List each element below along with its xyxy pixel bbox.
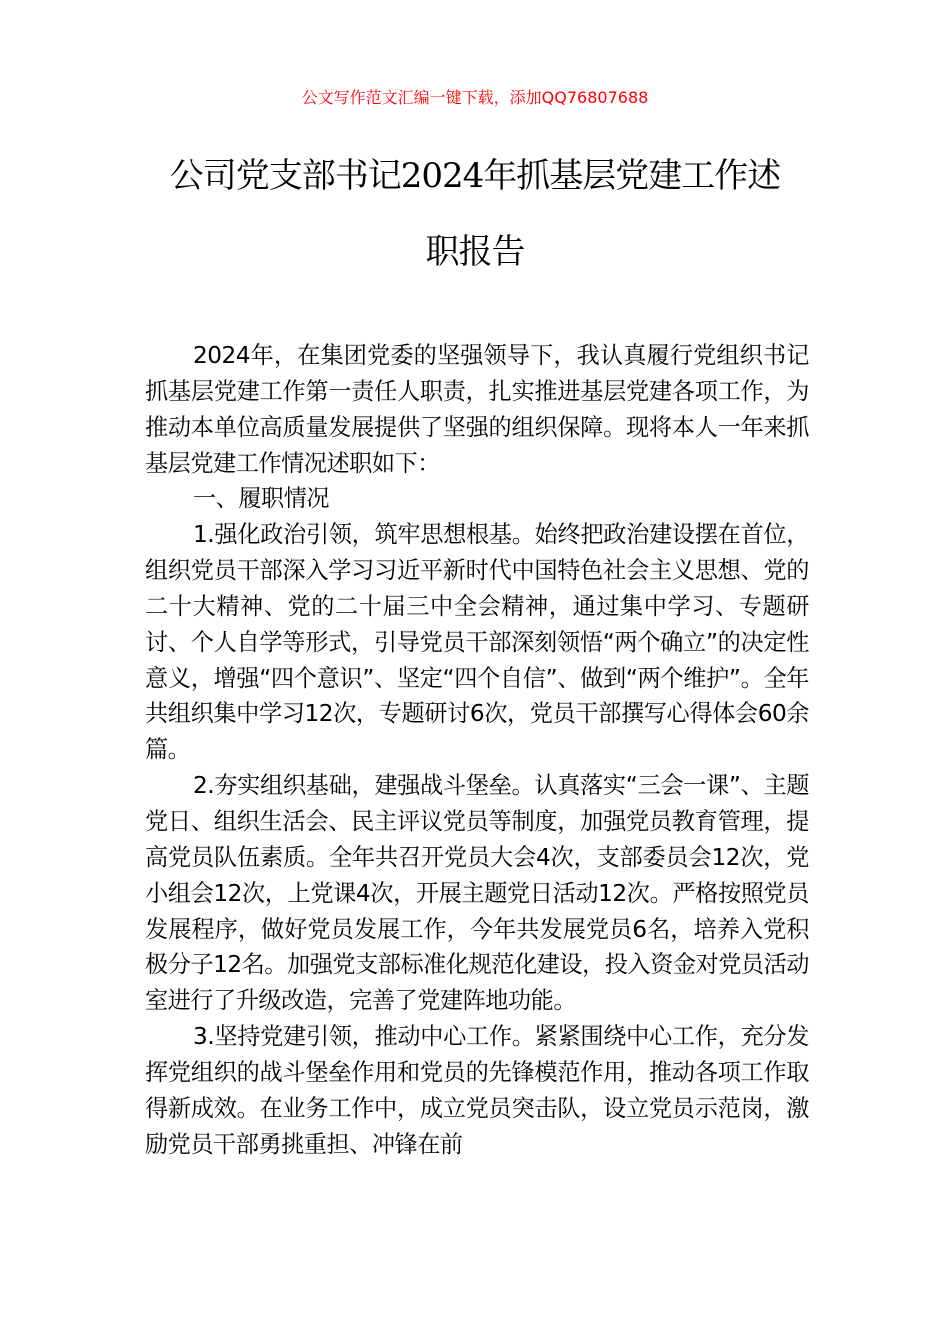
paragraph-central-work: 3.坚持党建引领，推动中心工作。紧紧围绕中心工作，充分发挥党组织的战斗堡垒作用和党员的先锋模范作用，推动各项工作取得新成效。在业务工作中，成立党员突击队，设立党员示范岗，激励党员干部勇挑重担、冲锋在前	[145, 1023, 809, 1158]
download-notice: 公文写作范文汇编一键下载，添加QQ76807688	[301, 88, 649, 107]
intro-paragraph: 2024年，在集团党委的坚强领导下，我认真履行党组织书记抓基层党建工作第一责任人职责，扎实推进基层党建各项工作，为推动本单位高质量发展提供了坚强的组织保障。现将本人一年来抓基层党建工作情况述职如下：	[145, 342, 809, 477]
document-body	[145, 338, 809, 1162]
paragraph-political-guidance: 1.强化政治引领，筑牢思想根基。始终把政治建设摆在首位，组织党员干部深入学习习近平新时代中国特色社会主义思想、党的二十大精神、党的二十届三中全会精神，通过集中学习、专题研讨、个人自学等形式，引导党员干部深刻领悟“两个确立”的决定性意义，增强“四个意识”、坚定“四个自信”、做到“两个维护”。全年共组织集中学习12次，专题研讨6次，党员干部撰写心得体会60余篇。	[145, 521, 809, 764]
paragraph-organization-foundation: 2.夯实组织基础，建强战斗堡垒。认真落实“三会一课”、主题党日、组织生活会、民主评议党员等制度，加强党员教育管理，提高党员队伍素质。全年共召开党员大会4次，支部委员会12次，党小组会12次，上党课4次，开展主题党日活动12次。严格按照党员发展程序，做好党员发展工作，今年共发展党员6名，培养入党积极分子12名。加强党支部标准化规范化建设，投入资金对党员活动室进行了升级改造，完善了党建阵地功能。	[145, 772, 809, 1015]
document-title-line-2: 职报告	[425, 232, 525, 272]
document-title-line-1: 公司党支部书记2024年抓基层党建工作述	[169, 156, 781, 196]
section-heading: 一、履职情况	[193, 485, 330, 513]
